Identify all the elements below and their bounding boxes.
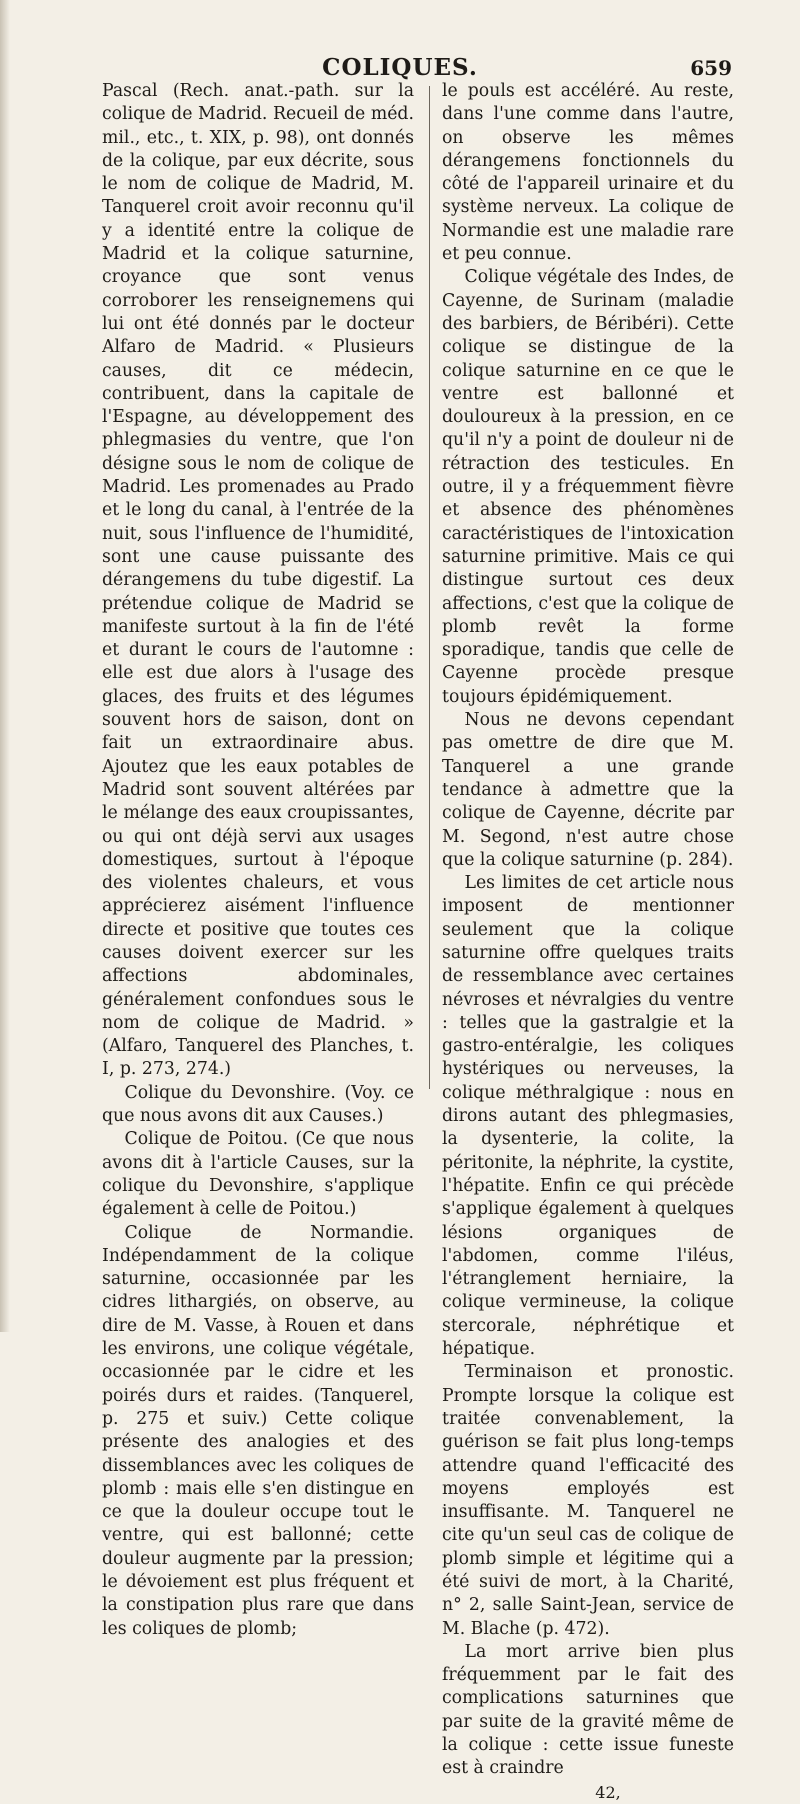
signature-mark: 42, — [595, 1782, 621, 1802]
paragraph: Terminaison et pronostic. Prompte lorsque la colique est traitée convenablement, la guérison se fait plus long-temps attendre quand l'efficacité des moyens employés est insuffisante. M. Tanquerel ne cite qu'un seul cas de colique de plomb simple et légitime qui a été suivi de mort, à la Charité, n° 2, salle Saint-Jean, service de M. Blache (p. 472). — [442, 1362, 734, 1639]
paragraph: Colique végétale des Indes, de Cayenne, de Surinam (maladie des barbiers, de Béribéri). Cette colique se distingue de la colique saturnine en ce que le ventre est ballonné et douloureux à la pression, en ce qu'il n'y a point de douleur ni de rétraction des testicules. En outre, il y a fréquemment fièvre et absence des phénomènes caractéristiques de l'intoxication saturnine primitive. Mais ce qui distingue surtout ces deux affections, c'est que la colique de plomb revêt la forme sporadique, tandis que celle de Cayenne procède presque toujours épidémiquement. — [442, 267, 734, 707]
right-column — [442, 80, 734, 1804]
running-header — [0, 54, 800, 80]
paragraph: Colique du Devonshire. (Voy. ce que nous avons dit aux Causes.) — [102, 1082, 414, 1127]
paragraph: Nous ne devons cependant pas omettre de dire que M. Tanquerel a une grande tendance à admettre que la colique de Cayenne, décrite par M. Segond, n'est autre chose que la colique saturnine (p. 284). — [442, 710, 734, 870]
running-title: COLIQUES. — [322, 54, 478, 81]
left-column — [102, 80, 414, 1641]
paragraph: Colique de Normandie. Indépendamment de la colique saturnine, occasionnée par les cidres lithargiés, on observe, au dire de M. Vasse, à Rouen et dans les environs, une colique végétale, occasionnée par le cidre et les poirés durs et raides. (Tanquerel, p. 275 et suiv.) Cette colique présente des analogies et des dissemblances avec les coliques de plomb : mais elle s'en distingue en ce que la douleur occupe tout le ventre, qui est ballonné; cette douleur augmente par la pression; le dévoiement est plus fréquent et la constipation plus rare que dans les coliques de plomb; — [102, 1222, 414, 1639]
paragraph: Pascal (Rech. anat.-path. sur la colique de Madrid. Recueil de méd. mil., etc., t. XIX, p. 98), ont donnés de la colique, par eux décrite, sous le nom de colique de Madrid, M. Tanquerel croit avoir reconnu qu'il y a identité entre la colique de Madrid et la colique saturnine, croyance que sont venus corroborer les renseignemens qui lui ont été donnés par le docteur Alfaro de Madrid. « Plusieurs causes, dit ce médecin, contribuent, dans la capitale de l'Espagne, au développement des phlegmasies du ventre, que l'on désigne sous le nom de colique de Madrid. Les promenades au Prado et le long du canal, à l'entrée de la nuit, sous l'influence de l'humidité, sont une cause puissante des dérangemens du tube digestif. La prétendue colique de Madrid se manifeste surtout à la fin de l'été et durant le cours de l'automne : elle est due alors à l'usage des glaces, des fruits et des légumes souvent hors de saison, dont on fait un extraordinaire abus. Ajoutez que les eaux potables de Madrid sont souvent altérées par le mélange des eaux croupissantes, ou qui ont déjà servi aux usages domestiques, surtout à l'époque des violentes chaleurs, et vous apprécierez aisément l'influence directe et positive que toutes ces causes doivent exercer sur les affections abdominales, généralement confondues sous le nom de colique de Madrid. » (Alfaro, Tanquerel des Planches, t. I, p. 273, 274.) — [102, 81, 414, 1080]
page-binding-shadow — [0, 0, 10, 1332]
page-number: 659 — [690, 56, 732, 80]
paragraph: Colique de Poitou. (Ce que nous avons dit à l'article Causes, sur la colique du Devonshire, s'applique également à celle de Poitou.) — [102, 1129, 414, 1220]
paragraph: La mort arrive bien plus fréquemment par le fait des complications saturnines que par suite de la gravité même de la colique : cette issue funeste est à craindre — [442, 1641, 734, 1779]
column-divider — [429, 86, 430, 1089]
paragraph: Les limites de cet article nous imposent de mentionner seulement que la colique saturnine offre quelques traits de ressemblance avec certaines névroses et névralgies du ventre : telles que la gastralgie et la gastro-entéralgie, les coliques hystériques ou nerveuses, la colique méthralgique : nous en dirons autant des phlegmasies, la dysenterie, la colite, la péritonite, la néphrite, la cystite, l'hépatite. Enfin ce qui précède s'applique également à quelques lésions organiques de l'abdomen, comme l'iléus, l'étranglement herniaire, la colique vermineuse, la colique stercorale, néphrétique et hépatique. — [442, 873, 734, 1360]
paragraph: le pouls est accéléré. Au reste, dans l'une comme dans l'autre, on observe les mêmes dérangemens fonctionnels du côté de l'appareil urinaire et du système nerveux. La colique de Normandie est une maladie rare et peu connue. — [442, 81, 734, 265]
